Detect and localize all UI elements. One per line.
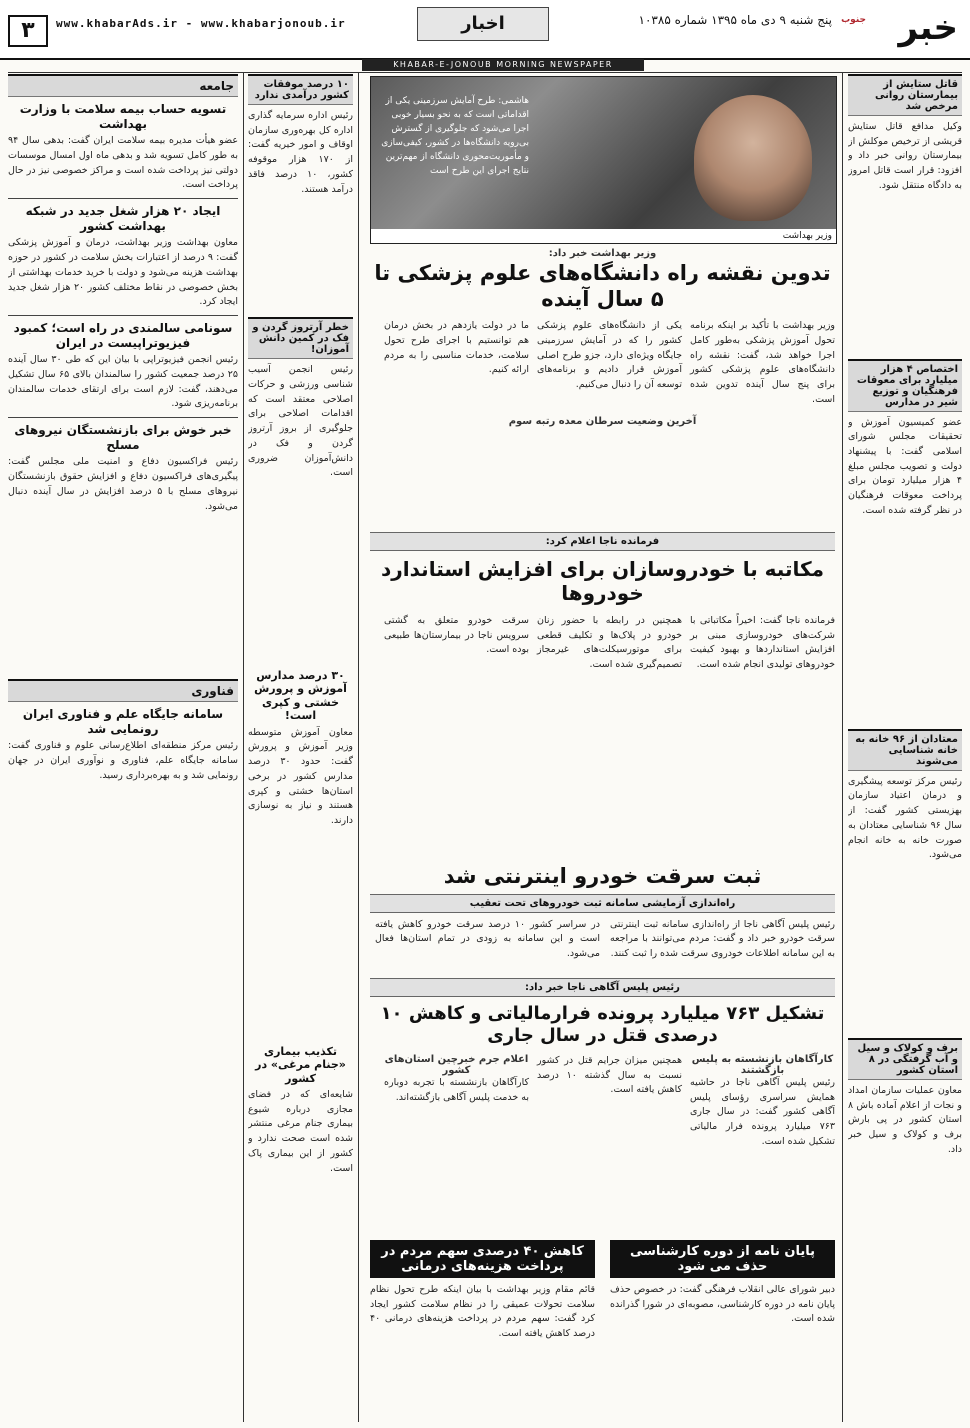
article-title: خبر خوش برای بازنشستگان نیروهای مسلح xyxy=(14,423,232,452)
story-kicker: وزیر بهداشت خبر داد: xyxy=(548,248,657,259)
minister-photo xyxy=(370,76,837,244)
story-headline: ثبت سرقت خودرو اینترنتی شد xyxy=(443,864,762,888)
article-title: قاتل ستایش از بیمارستان روانی مرخص شد xyxy=(848,74,962,116)
story-paragraph: یکی از دانشگاه‌های علوم پزشکی کشور را که در آمایش سرزمینی جایگاه ویژه‌ای دارد، جزو طرح اصلی آموزش قرار دادیم و برنامه‌های توسعه آن را دنبال می‌کنیم. xyxy=(537,320,682,391)
section-label: اخبار xyxy=(417,7,549,41)
story-paragraph: همچنین در رابطه با حضور زنان خودرو در پلاک‌ها و تکلیف قطعی برای موتورسیکلت‌های غیرمجاز تصمیم‌گیری شده است. xyxy=(537,614,682,670)
article-body: رئیس اداره سرمایه گذاری اداره کل بهره‌وری سازمان اوقاف و امور خیریه گفت: از ۱۷۰ هزار موقوفه کشور، ۱۰ درصد فاقد درآمد هستند. xyxy=(248,110,353,195)
article-body: معاون آموزش متوسطه وزیر آموزش و پرورش گفت: حدود ۳۰ درصد مدارس کشور در برخی استان‌ها خشتی و کپری هستند و نیاز به نوسازی دارند. xyxy=(248,726,353,826)
story-paragraph: همچنین میزان جرایم قتل در کشور نسبت به سال گذشته ۱۰ درصد کاهش یافته است. xyxy=(537,1054,682,1096)
left-center-column xyxy=(248,74,353,1419)
main-top-story xyxy=(370,248,835,530)
article-title: معتادان از ۹۶ خانه به خانه شناسایی می‌شوند xyxy=(848,729,962,771)
article-title: تکذیب بیماری «جنام مرغی» در کشور xyxy=(255,1044,346,1085)
issue-date: پنج شنبه ۹ دی ماه ۱۳۹۵ شماره ۱۰۳۸۵ xyxy=(638,13,832,27)
story-headline: مکاتبه با خودروسازان برای افزایش استاندارد خودروها xyxy=(381,557,824,606)
health-costs-box xyxy=(370,1240,595,1418)
story-headline: تدوین نقشه راه دانشگاه‌های علوم پزشکی تا ۵ سال آینده xyxy=(374,261,831,311)
article-body: رئیس فراکسیون دفاع و امنیت ملی مجلس گفت: پیگیری‌های فراکسیون دفاع و افزایش حقوق بازنشستگان نیروهای مسلح با ۵ درصد افزایش در سال آینده دنبال می‌شود. xyxy=(8,456,238,512)
story-subheading: اعلام جرم خبرچین استان‌های کشور xyxy=(384,1053,529,1076)
story-paragraph: وزیر بهداشت با تأکید بر اینکه برنامه تحول آموزش پزشکی به‌طور کامل اجرا خواهد شد، گفت: نقشه راه دانشگاه‌های علوم پزشکی کشور برای پنج سال آینده تدوین شده است. xyxy=(690,320,835,405)
masthead xyxy=(0,0,970,60)
logo-text: خبر xyxy=(898,8,958,48)
divider xyxy=(8,315,238,316)
article-body: رئیس مرکز توسعه پیشگیری و درمان اعتیاد سازمان بهزیستی کشور گفت: از سال ۹۶ شناسایی معتادان به صورت خانه به خانه انجام می‌شود. xyxy=(848,775,962,861)
newspaper-logo xyxy=(838,5,958,53)
story-subheading: راه‌اندازی آزمایشی سامانه ثبت خودروهای تحت تعقیب xyxy=(370,894,835,913)
story-paragraph: رئیس پلیس آگاهی ناجا از راه‌اندازی سامانه ثبت اینترنتی سرقت خودرو خبر داد و گفت: مردم می‌توانند با مراجعه به این سامانه اطلاعات خودروی سرقت شده را ثبت کنند. xyxy=(610,918,835,960)
page-number: ۳ xyxy=(8,15,48,47)
article-body: معاون بهداشت وزیر بهداشت، درمان و آموزش پزشکی گفت: ۹ درصد از اعتبارات بخش سلامت در کشور در حوزه بهداشت هزینه می‌شود و دولت با خرید خدمات بهداشتی از بخش خصوصی در نقاط مختلف کشور ۲۰ هزار شغل جدید ایجاد کرد. xyxy=(8,237,238,308)
article-body: معاون عملیات سازمان امداد و نجات از اعلام آماده باش ۸ استان کشور در پی بارش برف و کولاک و سیل خبر داد. xyxy=(848,1084,962,1155)
divider xyxy=(8,417,238,418)
story-paragraph: فرمانده ناجا گفت: اخیراً مکاتباتی با شرکت‌های خودروسازی مبنی بر افزایش استانداردها و بهبود کیفیت خودروهای تولیدی انجام شده است. xyxy=(690,614,835,670)
website-links[interactable]: www.khabarAds.ir - www.khabarjonoub.ir xyxy=(56,17,346,30)
story-paragraph: سرقت خودرو متعلق به گشتی سرویس ناجا در بیمارستان‌ها طبیعی بوده است. xyxy=(384,614,529,656)
story-subheading: آخرین وضعیت سرطان معده رتبه سوم xyxy=(508,415,697,427)
article-title: ۱۰ درصد موفقات کشور درآمدی ندارد xyxy=(248,74,353,105)
column-divider xyxy=(842,72,843,1422)
story-paragraph: در سراسر کشور ۱۰ درصد سرقت خودرو کاهش یافته است و این سامانه به زودی در تمام استان‌ها فعال می‌شود. xyxy=(375,918,600,960)
photo-caption: هاشمی: طرح آمایش سرزمینی یکی از اقداماتی است که به نحو بسیار خوبی اجرا می‌شود که جلوگیری از گسترش بی‌رویه دانشگاه‌ها در کشور، کیفی‌سازی و مأموریت‌محوری دانشگاه از مهم‌ترین نتایج اجرای این طرح است xyxy=(381,96,529,176)
story-subheading: کارآگاهان بازنشسته به پلیس بازگشتند xyxy=(691,1053,834,1076)
column-divider xyxy=(358,72,359,1422)
article-title: ایجاد ۲۰ هزار شغل جدید در شبکه بهداشت کشور xyxy=(25,204,221,233)
logo-subtext: جنوب xyxy=(841,15,866,25)
box-body: قائم مقام وزیر بهداشت با بیان اینکه طرح تحول نظام سلامت تحولات عمیقی را در نظام سلامت کشور ایجاد کرد گفت: سهم مردم در پرداخت هزینه‌های درمانی ۴۰ درصد کاهش یافته است. xyxy=(370,1284,595,1340)
minister-portrait xyxy=(694,95,812,221)
police-story xyxy=(370,978,835,1238)
article-title: تسویه حساب بیمه سلامت با وزارت بهداشت xyxy=(19,102,227,131)
story-headline: تشکیل ۷۶۳ میلیارد پرونده فرارمالیاتی و کاهش ۱۰ درصدی قتل در سال جاری xyxy=(380,1003,825,1046)
right-column xyxy=(848,74,962,1419)
article-body: رئیس مرکز منطقه‌ای اطلاع‌رسانی علوم و فناوری گفت: سامانه جایگاه علم، فناوری و نوآوری ایران در جهان رونمایی شد و به بهره‌برداری رسید. xyxy=(8,740,238,781)
article-body: رئیس انجمن آسیب شناسی ورزشی و حرکات اصلاحی معتقد است که اقدامات اصلاحی برای جلوگیری از بروز آرتروز گردن و فک در دانش‌آموزان ضروری است. xyxy=(248,364,353,479)
story-paragraph: کارآگاهان بازنشسته با تجربه دوباره به خدمت پلیس آگاهی بازگشته‌اند. xyxy=(384,1076,529,1103)
section-title-society: جامعه xyxy=(8,74,238,97)
left-column xyxy=(8,74,238,1419)
story-paragraph: رئیس پلیس آگاهی ناجا در حاشیه همایش سراسری رؤسای پلیس آگاهی کشور گفت: در سال جاری ۷۶۳ میلیارد پرونده فرار مالیاتی تشکیل شده است. xyxy=(690,1076,835,1147)
box-body: دبیر شورای عالی انقلاب فرهنگی گفت: در خصوص حذف پایان نامه در دوره کارشناسی، مصوبه‌ای در شورا گذرانده شده است. xyxy=(610,1284,835,1325)
article-body: وکیل مدافع قاتل ستایش قریشی از ترخیص موکلش از بیمارستان روانی خبر داد و افزود: قرار است قاتل امروز به دادگاه منتقل شود. xyxy=(848,121,962,191)
story-paragraph: ما در دولت یازدهم در بخش درمان هم توانستیم با اجرای طرح تحول سلامت، خدمات مناسبی را به مردم ارائه کنیم. xyxy=(384,320,529,376)
top-divider xyxy=(8,72,962,73)
story-kicker: رئیس پلیس آگاهی ناجا خبر داد: xyxy=(370,978,835,997)
article-body: عضو هیأت مدیره بیمه سلامت ایران گفت: بدهی سال ۹۴ به طور کامل تسویه شد و بدهی ماه اول امسال موسسات دولتی نیز پرداخت شده است و مراکز خصوصی نیز در حال پرداخت است. xyxy=(8,135,238,191)
article-title: برف و کولاک و سیل و آب گرفتگی در ۸ استان کشور xyxy=(848,1038,962,1080)
thesis-box xyxy=(610,1240,835,1418)
english-name-strip: KHABAR-E-JONOUB MORNING NEWSPAPER xyxy=(362,59,644,71)
article-body: عضو کمیسیون آموزش و تحقیقات مجلس شورای اسلامی گفت: با پیشنهاد دولت و تصویب مجلس مبلغ ۴ هزار میلیارد تومان برای پرداخت معوقات فرهنگیان در نظر گرفته شده است. xyxy=(848,416,962,516)
article-title: خطر آرتروز گردن و فک در کمین دانش آموزان! xyxy=(248,317,353,359)
article-title: ۳۰ درصد مدارس آموزش و پرورش خشتی و کپری است! xyxy=(254,669,347,723)
article-body: رئیس انجمن فیزیوتراپی با بیان این که طی ۳۰ سال آینده ۲۵ درصد جمعیت کشور را سالمندان بالای ۶۵ سال تشکیل می‌دهند، گفت: لازم است برای ارتقای خدمات سالمندان برنامه‌ریزی شود. xyxy=(8,354,238,410)
column-divider xyxy=(243,72,244,1422)
box-title: کاهش ۴۰ درصدی سهم مردم در پرداخت هزینه‌های درمانی xyxy=(370,1240,595,1278)
article-title: سونامی سالمندی در راه است؛ کمبود فیزیوتراپیست در ایران xyxy=(13,320,233,350)
divider xyxy=(8,198,238,199)
section-title-technology: فناوری xyxy=(8,679,238,702)
story-kicker: فرمانده ناجا اعلام کرد: xyxy=(370,532,835,551)
auto-theft-story xyxy=(370,862,835,976)
photo-credit: وزیر بهداشت xyxy=(371,229,836,243)
article-title: سامانه جایگاه علم و فناوری ایران رونمایی شد xyxy=(22,707,224,736)
box-title: پایان نامه از دوره کارشناسی حذف می شود xyxy=(610,1240,835,1278)
main-middle-story xyxy=(370,532,835,860)
article-body: شایعه‌ای که در فضای مجازی درباره شیوع بیماری جنام مرغی منتشر شده است صحت ندارد و کشور از این بیماری پاک است. xyxy=(248,1088,353,1174)
article-title: اختصاص ۴ هزار میلیارد برای معوقات فرهنگیان و توزیع شیر در مدارس xyxy=(848,359,962,412)
